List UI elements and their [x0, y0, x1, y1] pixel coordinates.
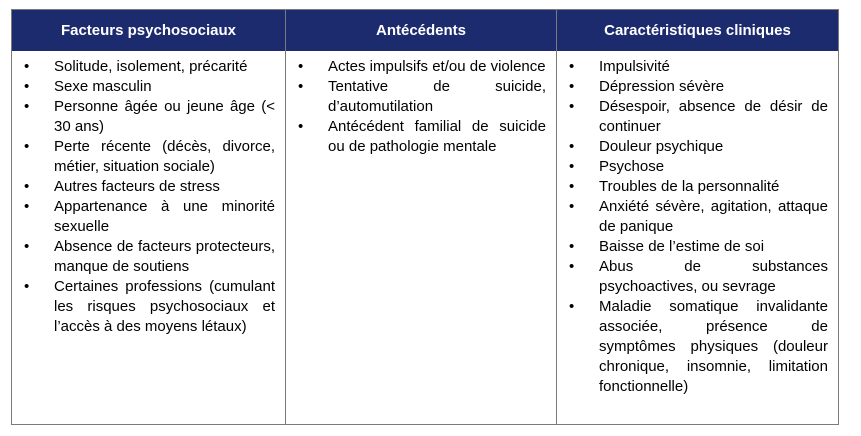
list-item: • Absence de facteurs protecteurs, manque de soutiens — [20, 237, 275, 277]
column-clinical — [556, 10, 838, 424]
list-item: • Antécédent familial de suicide ou de pathologie mentale — [294, 117, 546, 157]
list-item: • Dépression sévère — [565, 77, 828, 97]
list-item: • Anxiété sévère, agitation, attaque de panique — [565, 197, 828, 237]
list-item: • Actes impulsifs et/ou de violence — [294, 57, 546, 77]
column-header: Caractéristiques cliniques — [557, 10, 838, 51]
column-history — [285, 10, 556, 424]
list-item: • Douleur psychique — [565, 137, 828, 157]
list-item: • Tentative de suicide, d’automutilation — [294, 77, 546, 117]
list-item: • Psychose — [565, 157, 828, 177]
list-item: • Baisse de l’estime de soi — [565, 237, 828, 257]
list-item: • Troubles de la personnalité — [565, 177, 828, 197]
column-header: Facteurs psychosociaux — [12, 10, 285, 51]
list-item: • Personne âgée ou jeune âge (< 30 ans) — [20, 97, 275, 137]
list-item: • Autres facteurs de stress — [20, 177, 275, 197]
list-item: • Perte récente (décès, divorce, métier, situation sociale) — [20, 137, 275, 177]
list-item: • Appartenance à une minorité sexuelle — [20, 197, 275, 237]
risk-factors-table — [11, 9, 839, 425]
column-psychosocial — [12, 10, 285, 424]
list-item: • Sexe masculin — [20, 77, 275, 97]
list-item: • Désespoir, absence de désir de continuer — [565, 97, 828, 137]
item-list — [557, 51, 838, 397]
list-item: • Certaines professions (cumulant les risques psychosociaux et l’accès à des moyens létaux) — [20, 277, 275, 337]
list-item: • Abus de substances psychoactives, ou sevrage — [565, 257, 828, 297]
item-list — [12, 51, 285, 337]
column-header: Antécédents — [286, 10, 556, 51]
item-list — [286, 51, 556, 157]
list-item: • Impulsivité — [565, 57, 828, 77]
list-item: • Maladie somatique invalidante associée, présence de symptômes physiques (douleur chronique, insomnie, limitation fonctionnelle) — [565, 297, 828, 397]
list-item: • Solitude, isolement, précarité — [20, 57, 275, 77]
